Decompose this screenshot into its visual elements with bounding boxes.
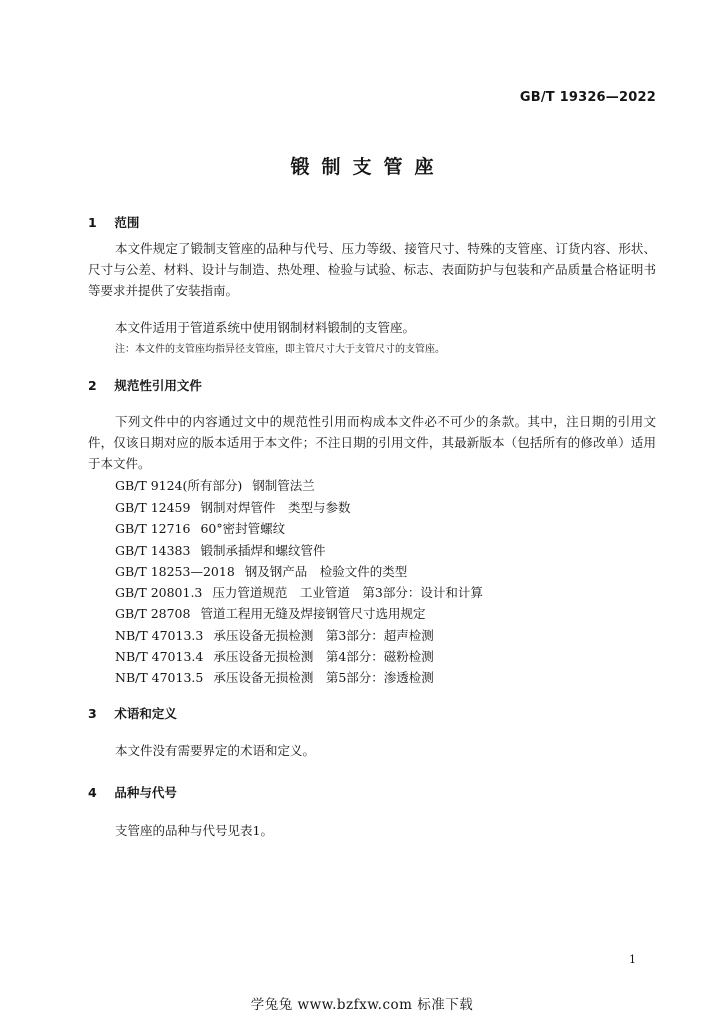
section-number: 3 bbox=[88, 706, 97, 721]
section-heading-types-and-codes bbox=[88, 783, 177, 801]
document-title: 锻制支管座 bbox=[290, 156, 446, 178]
reference-title: 管道工程用无缝及焊接钢管尺寸选用规定 bbox=[200, 606, 426, 621]
reference-code: NB/T 47013.5 bbox=[115, 670, 204, 685]
types-paragraph: 支管座的品种与代号见表1。 bbox=[115, 823, 273, 838]
reference-item bbox=[115, 583, 483, 601]
scope-paragraph-2: 本文件适用于管道系统中使用钢制材料锻制的支管座。 bbox=[115, 320, 416, 335]
standard-number: GB/T 19326—2022 bbox=[519, 90, 656, 105]
section-number: 1 bbox=[88, 215, 97, 230]
reference-title: 承压设备无损检测 第3部分：超声检测 bbox=[213, 628, 434, 643]
section-number: 2 bbox=[88, 378, 97, 393]
scope-paragraph-1: 本文件规定了锻制支管座的品种与代号、压力等级、接管尺寸、特殊的支管座、订货内容、形状、尺寸与公差、材料、设计与制造、热处理、检验与试验、标志、表面防护与包装和产品质量合格证明书等要求并提供了安装指南。 bbox=[88, 241, 656, 298]
reference-title: 压力管道规范 工业管道 第3部分：设计和计算 bbox=[212, 585, 483, 600]
reference-code: GB/T 28708 bbox=[115, 606, 191, 621]
reference-code: GB/T 20801.3 bbox=[115, 585, 203, 600]
reference-item bbox=[115, 562, 407, 580]
reference-item bbox=[115, 541, 325, 559]
terms-paragraph: 本文件没有需要界定的术语和定义。 bbox=[115, 743, 316, 758]
reference-item bbox=[115, 519, 285, 537]
reference-title: 钢制对焊管件 类型与参数 bbox=[200, 500, 351, 515]
reference-title: 锻制承插焊和螺纹管件 bbox=[200, 543, 326, 558]
section-heading-terms-and-definitions bbox=[88, 704, 177, 722]
reference-code: GB/T 14383 bbox=[115, 543, 191, 558]
section-heading-scope bbox=[88, 213, 139, 231]
reference-title: 承压设备无损检测 第4部分：磁粉检测 bbox=[213, 649, 434, 664]
reference-code: GB/T 18253—2018 bbox=[115, 564, 235, 579]
section-title: 范围 bbox=[114, 215, 140, 230]
references-intro-paragraph: 下列文件中的内容通过文中的规范性引用而构成本文件必不可少的条款。其中，注日期的引用文件，仅该日期对应的版本适用于本文件；不注日期的引用文件，其最新版本（包括所有的修改单）适用于本文件。 bbox=[88, 414, 656, 471]
reference-title: 60°密封管螺纹 bbox=[200, 521, 286, 536]
reference-code: GB/T 12716 bbox=[115, 521, 191, 536]
reference-item bbox=[115, 668, 434, 686]
section-title: 规范性引用文件 bbox=[114, 378, 202, 393]
reference-item bbox=[115, 476, 315, 494]
reference-title: 钢及钢产品 检验文件的类型 bbox=[244, 564, 408, 579]
section-title: 品种与代号 bbox=[114, 785, 177, 800]
reference-code: GB/T 9124(所有部分) bbox=[115, 478, 243, 493]
reference-code: NB/T 47013.3 bbox=[115, 628, 204, 643]
reference-item bbox=[115, 604, 425, 622]
reference-code: GB/T 12459 bbox=[115, 500, 191, 515]
section-heading-normative-references bbox=[88, 376, 202, 394]
section-number: 4 bbox=[88, 785, 97, 800]
download-watermark: 学兔兔 www.bzfxw.com 标准下载 bbox=[250, 997, 474, 1013]
scope-note: 注：本文件的支管座均指异径支管座，即主管尺寸大于支管尺寸的支管座。 bbox=[115, 344, 445, 355]
reference-item bbox=[115, 647, 434, 665]
reference-item bbox=[115, 498, 350, 516]
reference-code: NB/T 47013.4 bbox=[115, 649, 204, 664]
section-title: 术语和定义 bbox=[114, 706, 177, 721]
reference-item bbox=[115, 626, 434, 644]
page-number: 1 bbox=[629, 953, 636, 966]
reference-title: 承压设备无损检测 第5部分：渗透检测 bbox=[213, 670, 434, 685]
reference-title: 钢制管法兰 bbox=[252, 478, 315, 493]
